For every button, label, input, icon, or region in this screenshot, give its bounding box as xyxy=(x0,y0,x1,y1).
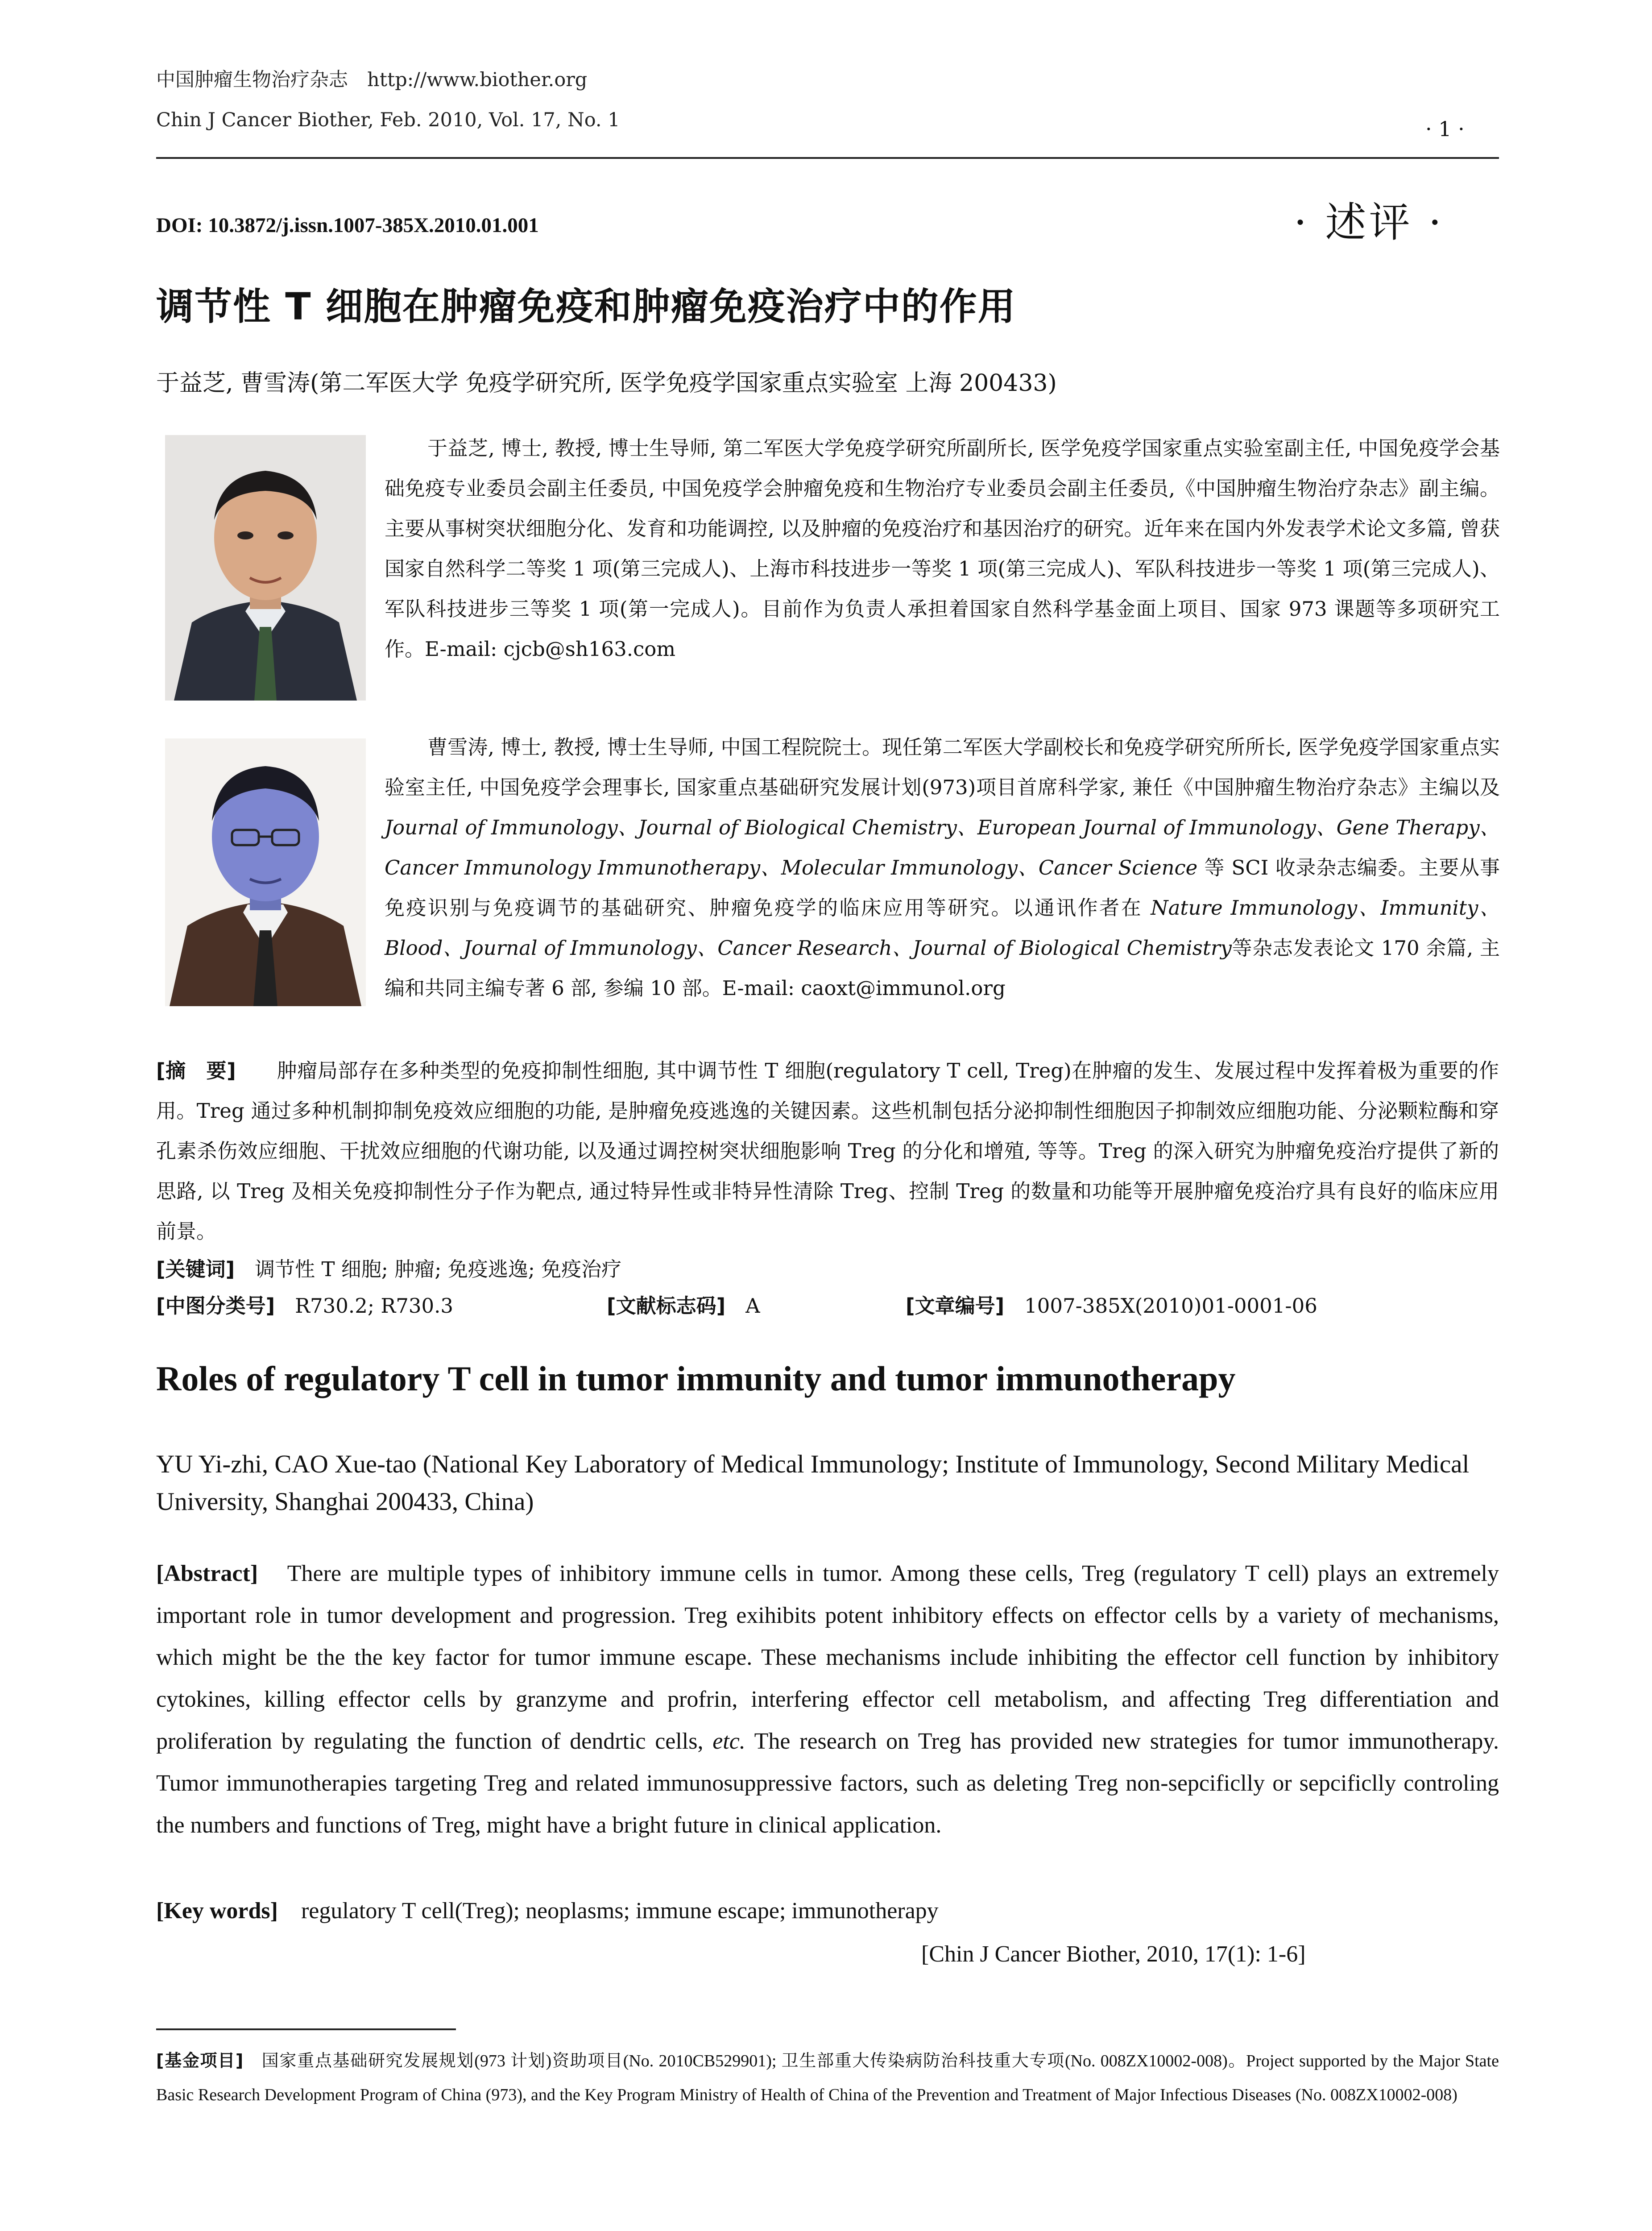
bio-cao-part3: 等杂志发表论文 170 余篇, 主编和共同主编专著 6 部, 参编 10 部。E-mail: caoxt@immunol.org xyxy=(385,936,1500,1000)
doc-code xyxy=(607,1290,760,1319)
title-cn: 调节性 T 细胞在肿瘤免疫和肿瘤免疫治疗中的作用 xyxy=(156,285,1016,328)
page-number: · 1 · xyxy=(1425,117,1465,141)
keywords-en-label: [Key words] xyxy=(156,1898,278,1924)
funding-label: [基金项目] xyxy=(156,2051,244,2070)
abstract-cn-label: [摘 要] xyxy=(156,1059,236,1082)
abstract-en-etc: etc. xyxy=(712,1729,745,1754)
abstract-en-label: [Abstract] xyxy=(156,1561,258,1586)
footnote-rule xyxy=(156,2028,456,2030)
clc-label: [中图分类号] xyxy=(156,1294,275,1318)
bio-cao-journals-2: Nature Immunology、Immunity、Blood、Journal of Immunology、Cancer Research、Journal of Biological Chemistry xyxy=(385,896,1500,960)
citation: [Chin J Cancer Biother, 2010, 17(1): 1-6] xyxy=(921,1941,1306,1967)
journal-header-cn: 中国肿瘤生物治疗杂志 http://www.biother.org xyxy=(156,69,588,91)
bio-cao-part1: 曹雪涛, 博士, 教授, 博士生导师, 中国工程院院士。现任第二军医大学副校长和免疫学研究所所长, 医学免疫学国家重点实验室主任, 中国免疫学会理事长, 国家重点基础研究发展计划(973)项目首席科学家, 兼任《中国肿瘤生物治疗杂志》主编以及 xyxy=(385,735,1500,799)
abstract-cn-text: 肿瘤局部存在多种类型的免疫抑制性细胞, 其中调节性 T 细胞(regulatory T cell, Treg)在肿瘤的发生、发展过程中发挥着极为重要的作用。Treg 通过多种机制抑制免疫效应细胞的功能, 是肿瘤免疫逃逸的关键因素。这些机制包括分泌抑制性细胞因子抑制效应细胞功能、分泌颗粒酶和穿孔素杀伤效应细胞、干扰效应细胞的代谢功能, 以及通过调控树突状细胞影响 Treg 的分化和增殖, 等等。Treg 的深入研究为肿瘤免疫治疗提供了新的思路, 以 Treg 及相关免疫抑制性分子作为靶点, 通过特异性或非特异性清除 Treg、控制 Treg 的数量和功能等开展肿瘤免疫治疗具有良好的临床应用前景。 xyxy=(156,1059,1499,1243)
journal-header-en: Chin J Cancer Biother, Feb. 2010, Vol. 17, No. 1 xyxy=(156,109,620,131)
section-label: · 述评 · xyxy=(1294,199,1444,246)
clc-value: R730.2; R730.3 xyxy=(295,1294,454,1318)
funding-footnote xyxy=(156,2044,1499,2112)
bio-cao-part2: 等 SCI 收录杂志编委。主要从事免疫识别与免疫调节的基础研究、肿瘤免疫学的临床应用等研究。以通讯作者在 xyxy=(385,856,1500,920)
abstract-en-text-1: There are multiple types of inhibitory immune cells in tumor. Among these cells, Treg (regulatory T cell) plays an extremely important role in tumor development and progression. Treg exihibits potent inhibitory effects on effector cells by a variety of mechanisms, which might be the the key factor for tumor immune escape. These mechanisms include inhibiting the effector cell function by inhibitory cytokines, killing effector cells by granzyme and profrin, interfering effector cell metabolism, and affecting Treg differentiation and proliferation by regulating the function of dendrtic cells, xyxy=(156,1561,1499,1754)
authors-cn: 于益芝, 曹雪涛(第二军医大学 免疫学研究所, 医学免疫学国家重点实验室 上海 200433) xyxy=(156,370,1057,397)
article-number xyxy=(906,1290,1317,1319)
abstract-en xyxy=(156,1553,1499,1846)
title-en: Roles of regulatory T cell in tumor immunity and tumor immunotherapy xyxy=(156,1359,1236,1398)
header-rule xyxy=(156,157,1499,159)
bio-yu: 于益芝, 博士, 教授, 博士生导师, 第二军医大学免疫学研究所副所长, 医学免疫学国家重点实验室副主任, 中国免疫学会基础免疫专业委员会副主任委员, 中国免疫学会肿瘤免疫和生物治疗专业委员会副主任委员,《中国肿瘤生物治疗杂志》副主编。主要从事树突状细胞分化、发育和功能调控, 以及肿瘤的免疫治疗和基因治疗的研究。近年来在国内外发表学术论文多篇, 曾获国家自然科学二等奖 1 项(第三完成人)、上海市科技进步一等奖 1 项(第三完成人)、军队科技进步一等奖 1 项(第三完成人)、军队科技进步三等奖 1 项(第一完成人)。目前作为负责人承担着国家自然科学基金面上项目、国家 973 课题等多项研究工作。E-mail: cjcb@sh163.com xyxy=(385,436,1500,661)
bio-cao xyxy=(385,727,1500,1008)
clc-code xyxy=(156,1290,453,1319)
author-photo-cao xyxy=(165,738,366,1006)
doc-code-label: [文献标志码] xyxy=(607,1294,726,1318)
doc-code-value: A xyxy=(745,1294,760,1318)
authors-en: YU Yi-zhi, CAO Xue-tao (National Key Laboratory of Medical Immunology; Institute of Immunology, Second Military Medical University, Shanghai 200433, China) xyxy=(156,1450,1470,1516)
abstract-cn xyxy=(156,1051,1499,1252)
keywords-cn-text: 调节性 T 细胞; 肿瘤; 免疫逃逸; 免疫治疗 xyxy=(255,1257,622,1281)
keywords-en-text: regulatory T cell(Treg); neoplasms; immune escape; immunotherapy xyxy=(301,1898,939,1924)
article-number-value: 1007-385X(2010)01-0001-06 xyxy=(1024,1294,1317,1318)
author-photo-yu xyxy=(165,435,366,701)
bio-cao-journals-1: Journal of Immunology、Journal of Biological Chemistry、European Journal of Immunology、Gene Therapy、Cancer Immunology Immunotherapy、Molecular Immunology、Cancer Science xyxy=(385,816,1500,879)
abstract-en-text-2: The research on Treg has provided new strategies for tumor immunotherapy. Tumor immunotherapies targeting Treg and related immunosuppressive factors, such as deleting Treg non-sepcificlly or sepcificlly controling the numbers and functions of Treg, might have a bright future in clinical application. xyxy=(156,1729,1499,1838)
keywords-cn-label: [关键词] xyxy=(156,1257,235,1281)
doi: DOI: 10.3872/j.issn.1007-385X.2010.01.001 xyxy=(156,214,539,237)
keywords-cn xyxy=(156,1253,621,1282)
article-number-label: [文章编号] xyxy=(906,1294,1005,1318)
keywords-en xyxy=(156,1890,939,1932)
funding-text: 国家重点基础研究发展规划(973 计划)资助项目(No. 2010CB529901); 卫生部重大传染病防治科技重大专项(No. 008ZX10002-008)。Project supported by the Major State Basic Research Development Program of China (973), and the Key Program Ministry of Health of China of the Prevention and Treatment of Major Infectious Diseases (No. 008ZX10002-008) xyxy=(156,2052,1499,2104)
